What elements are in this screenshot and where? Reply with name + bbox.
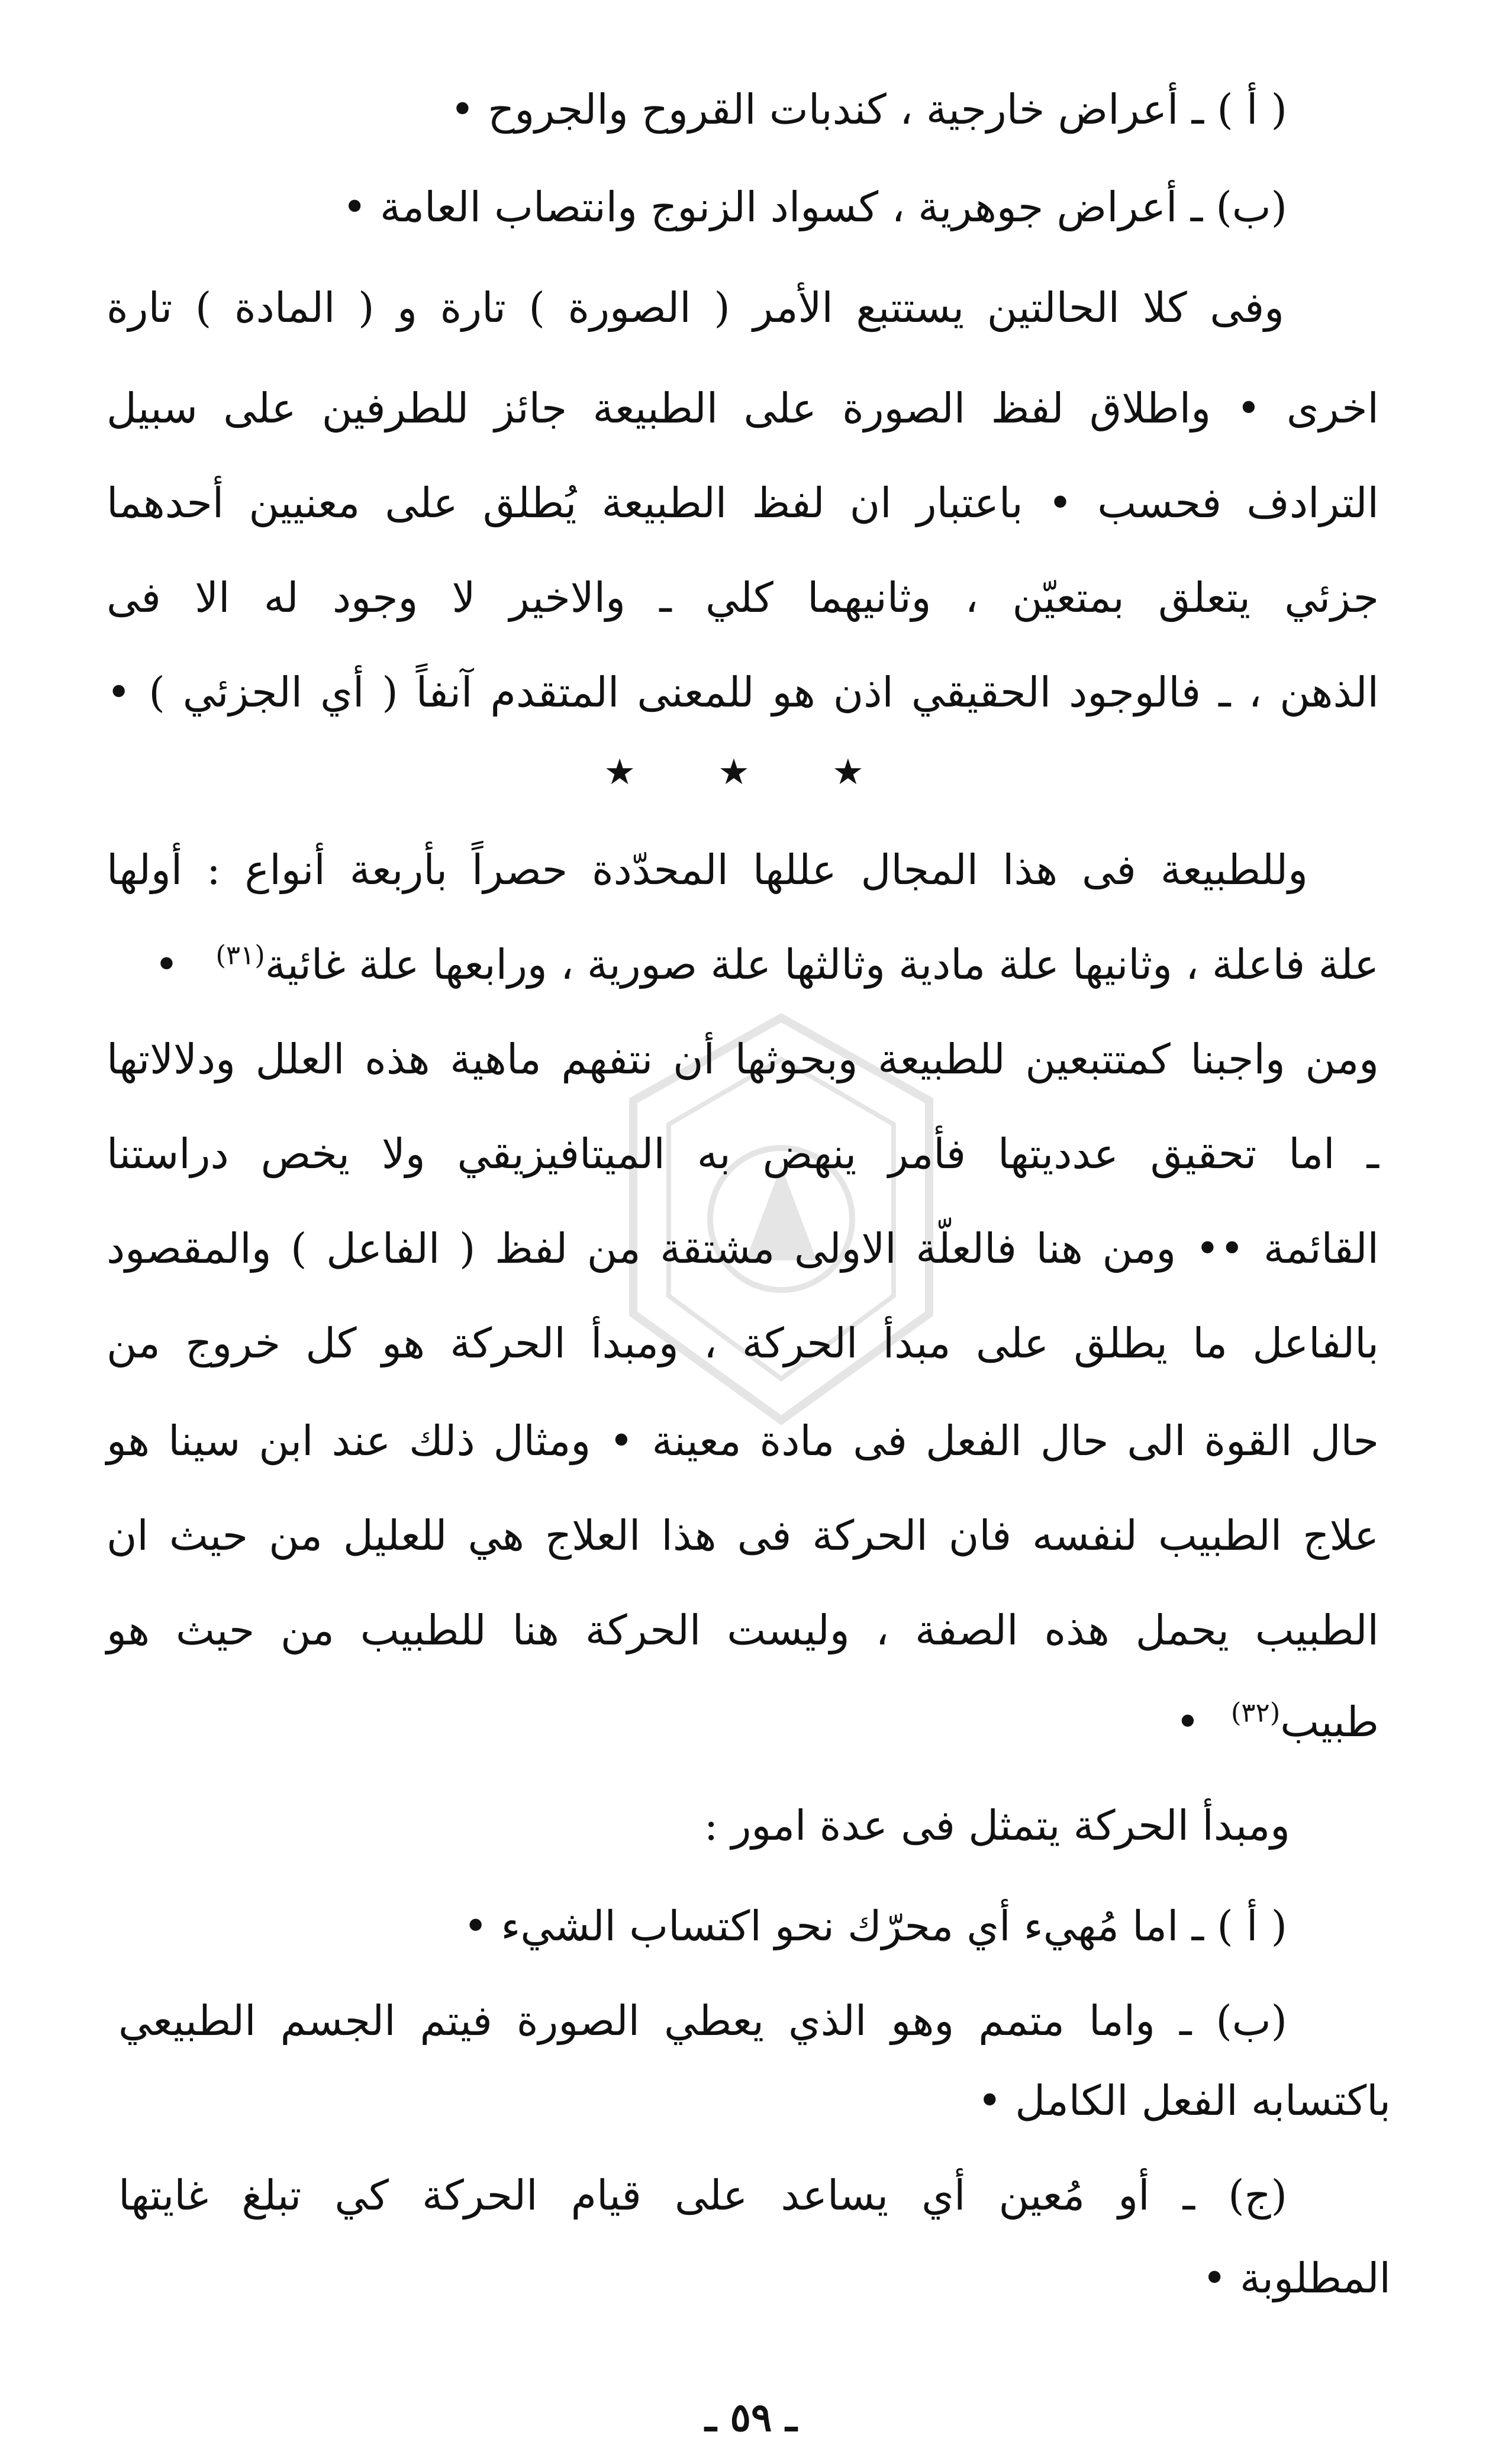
paragraph-1-line-5: الذهن ، ـ فالوجود الحقيقي اذن هو للمعنى المتقدم آنفاً ( أي الجزئي ) • [107,668,1379,717]
paragraph-2-line-10 [107,1692,1379,1752]
paragraph-2-line-9: الطبيب يحمل هذه الصفة ، وليست الحركة هنا للطبيب من حيث هو [107,1606,1379,1655]
paragraph-2-line-1: وللطبيعة فى هذا المجال عللها المحدّدة حصراً بأربعة أنواع : أولها [107,846,1308,894]
list-item-a-external: ( أ ) ـ أعراض خارجية ، كندبات القروح والجروح • [450,85,1287,134]
paragraph-1-line-1: وفى كلا الحالتين يستتبع الأمر ( الصورة ) تارة و ( المادة ) تارة [107,283,1284,332]
paragraph-2-line-2-text: علة فاعلة ، وثانيها علة مادية وثالثها علة صورية ، ورابعها علة غائية [265,940,1379,989]
section-separator-stars: ★ ★ ★ [604,752,900,793]
paragraph-2-line-10-text: طبيب [1280,1698,1379,1746]
list-item-c-helper: (ج) ـ أو مُعين أي يساعد على قيام الحركة كي تبلغ غايتها [118,2171,1287,2220]
list-item-b-essential: (ب) ـ أعراض جوهرية ، كسواد الزنوج وانتصاب العامة • [342,183,1287,231]
footnote-ref-31: (٣١) [215,939,265,971]
paragraph-2-line-7: حال القوة الى حال الفعل فى مادة معينة • ومثال ذلك عند ابن سينا هو [107,1417,1379,1465]
paragraph-2-line-6: بالفاعل ما يطلق على مبدأ الحركة ، ومبدأ الحركة هو كل خروج من [107,1319,1379,1368]
paragraph-2-line-4: ـ اما تحقيق عدديتها فأمر ينهض به الميتافيزيقي ولا يخص دراستنا [107,1130,1379,1178]
page-number: ـ ٥٩ ـ [705,2394,797,2440]
list-item-c-helper-cont: المطلوبة • [1202,2254,1391,2302]
list-item-a-preparer: ( أ ) ـ اما مُهيء أي محرّك نحو اكتساب الشيء • [463,1902,1287,1950]
paragraph-2-line-10-end: • [1175,1698,1200,1746]
paragraph-3-intro: ومبدأ الحركة يتمثل فى عدة امور : [704,1801,1290,1850]
paragraph-1-line-2: اخرى • واطلاق لفظ الصورة على الطبيعة جائز للطرفين على سبيل [107,384,1379,433]
paragraph-2-line-2 [107,935,1379,994]
list-item-b-completer-cont: باكتسابه الفعل الكامل • [977,2076,1391,2125]
paragraph-1-line-4: جزئي يتعلق بمتعيّن ، وثانيهما كلي ـ والاخير لا وجود له الا فى [107,573,1379,622]
paragraph-2-line-2-end: • [154,940,179,989]
paragraph-2-line-8: علاج الطبيب لنفسه فان الحركة فى هذا العلاج هي للعليل من حيث ان [107,1511,1379,1560]
paragraph-2-line-5: القائمة •• ومن هنا فالعلّة الاولى مشتقة من لفظ ( الفاعل ) والمقصود [107,1224,1379,1273]
paragraph-2-line-3: ومن واجبنا كمتتبعين للطبيعة وبحوثها أن نتفهم ماهية هذه العلل ودلالاتها [107,1035,1379,1083]
footnote-ref-32: (٣٢) [1230,1697,1281,1728]
list-item-b-completer: (ب) ـ واما متمم وهو الذي يعطي الصورة فيتم الجسم الطبيعي [118,1997,1287,2045]
paragraph-1-line-3: الترادف فحسب • باعتبار ان لفظ الطبيعة يُطلق على معنيين أحدهما [107,479,1379,527]
